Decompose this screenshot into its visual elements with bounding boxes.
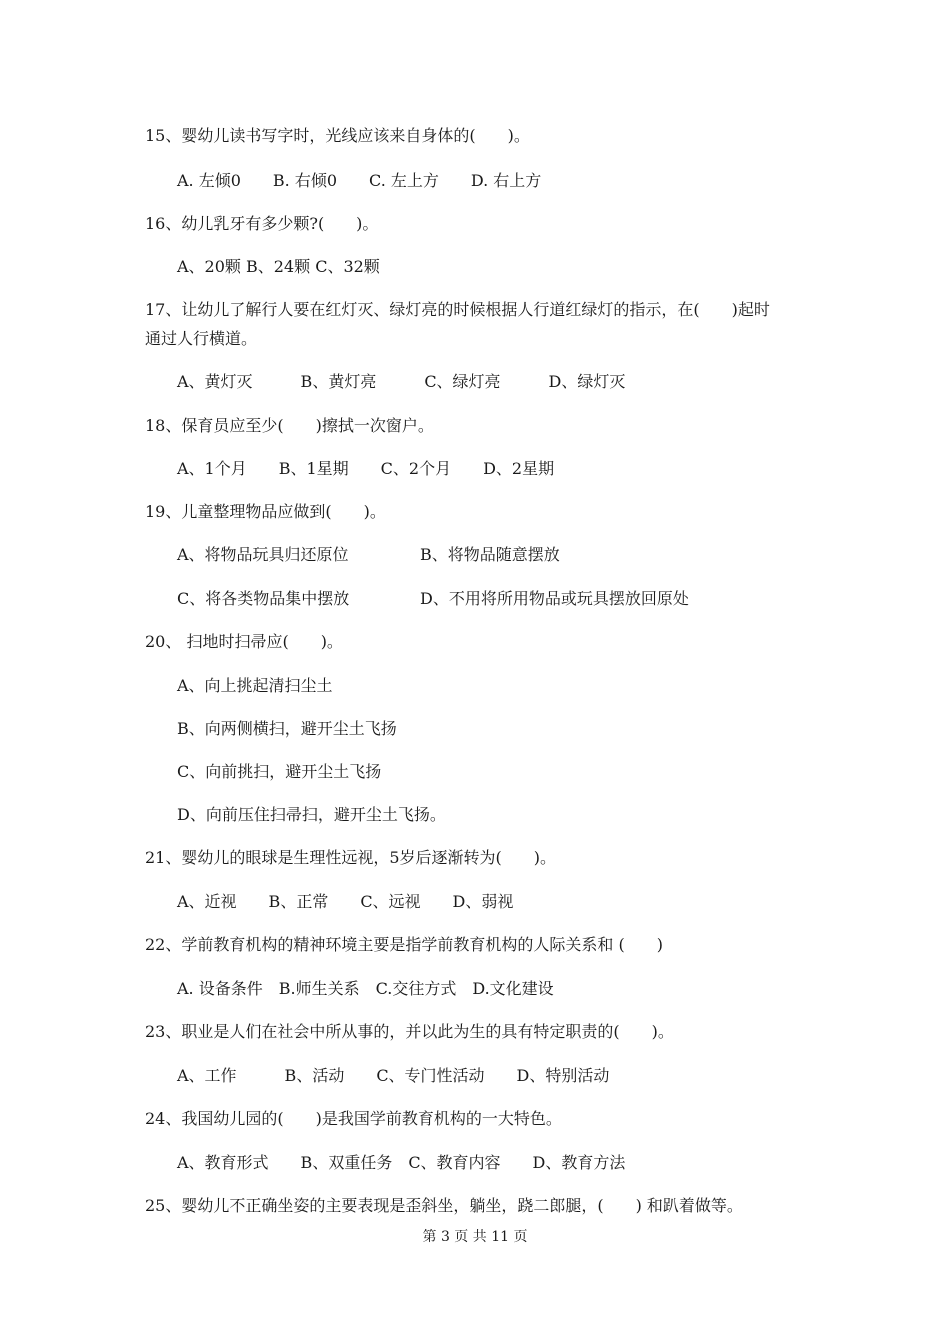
question-20: 20、 扫地时扫帚应( )。 [145, 632, 343, 651]
option-20-a: A、向上挑起清扫尘土 [177, 676, 333, 695]
question-22: 22、学前教育机构的精神环境主要是指学前教育机构的人际关系和 ( ) [145, 935, 663, 954]
options-17: A、黄灯灭 B、黄灯亮 C、绿灯亮 D、绿灯灭 [177, 372, 626, 391]
option-20-b: B、向两侧横扫，避开尘土飞扬 [177, 719, 397, 738]
option-20-d: D、向前压住扫帚扫，避开尘土飞扬。 [177, 805, 446, 824]
option-19-c: C、将各类物品集中摆放 [177, 589, 350, 608]
question-17: 17、让幼儿了解行人要在红灯灭、绿灯亮的时候根据人行道红绿灯的指示，在( )起时 [145, 300, 770, 319]
options-15: A. 左倾0 B. 右倾0 C. 左上方 D. 右上方 [177, 171, 542, 190]
option-20-c: C、向前挑扫，避开尘土飞扬 [177, 762, 382, 781]
question-19: 19、儿童整理物品应做到( )。 [145, 502, 386, 521]
question-17-cont: 通过人行横道。 [145, 329, 258, 348]
options-24: A、教育形式 B、双重任务 C、教育内容 D、教育方法 [177, 1153, 626, 1172]
question-23: 23、职业是人们在社会中所从事的，并以此为生的具有特定职责的( )。 [145, 1022, 674, 1041]
options-22: A. 设备条件 B.师生关系 C.交往方式 D.文化建设 [177, 979, 554, 998]
question-15: 15、婴幼儿读书写字时，光线应该来自身体的( )。 [145, 126, 530, 145]
options-21: A、近视 B、正常 C、远视 D、弱视 [177, 892, 514, 911]
option-19-b: B、将物品随意摆放 [420, 545, 560, 564]
question-16: 16、幼儿乳牙有多少颗?( )。 [145, 214, 379, 233]
question-18: 18、保育员应至少( )擦拭一次窗户。 [145, 416, 434, 435]
page-footer: 第 3 页 共 11 页 [422, 1229, 528, 1245]
question-21: 21、婴幼儿的眼球是生理性远视，5岁后逐渐转为( )。 [145, 848, 557, 867]
options-16: A、20颗 B、24颗 C、32颗 [177, 257, 380, 276]
option-19-a: A、将物品玩具归还原位 [177, 545, 349, 564]
question-25: 25、婴幼儿不正确坐姿的主要表现是歪斜坐，躺坐，跷二郎腿，( ) 和趴着做等。 [145, 1196, 743, 1215]
options-23: A、工作 B、活动 C、专门性活动 D、特别活动 [177, 1066, 610, 1085]
question-24: 24、我国幼儿园的( )是我国学前教育机构的一大特色。 [145, 1109, 562, 1128]
options-18: A、1个月 B、1星期 C、2个月 D、2星期 [177, 459, 555, 478]
option-19-d: D、不用将所用物品或玩具摆放回原处 [420, 589, 689, 608]
